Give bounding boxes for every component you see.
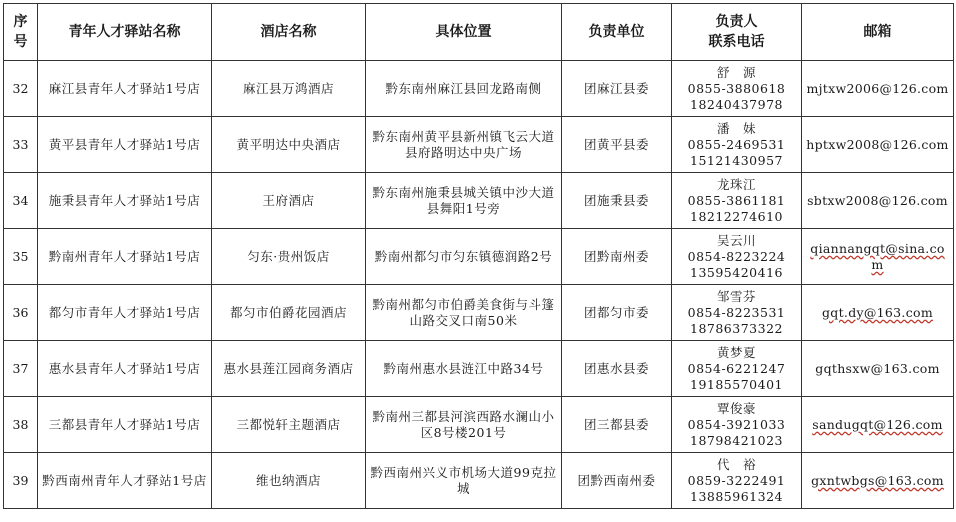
table-row bbox=[4, 453, 954, 509]
email-address[interactable]: gxntwbgs@163.com bbox=[802, 453, 954, 509]
contact-phone-mobile: 15121430957 bbox=[690, 152, 783, 168]
table-row bbox=[4, 285, 954, 341]
location: 黔东南州黄平县新州镇飞云大道县府路明达中央广场 bbox=[366, 117, 562, 173]
contact-cell bbox=[672, 229, 802, 285]
email-address[interactable]: gqt.dy@163.com bbox=[802, 285, 954, 341]
station-name: 都匀市青年人才驿站1号店 bbox=[38, 285, 212, 341]
email-address[interactable]: hptxw2008@126.com bbox=[802, 117, 954, 173]
table-row bbox=[4, 397, 954, 453]
hotel-name: 惠水县莲江园商务酒店 bbox=[212, 341, 366, 397]
table-row bbox=[4, 229, 954, 285]
contact-phone-landline: 0855-3861181 bbox=[687, 192, 786, 208]
station-name: 黄平县青年人才驿站1号店 bbox=[38, 117, 212, 173]
contact-person: 潘 妹 bbox=[716, 120, 756, 136]
location: 黔南州都匀市伯爵美食街与斗篷山路交叉口南50米 bbox=[366, 285, 562, 341]
station-name: 麻江县青年人才驿站1号店 bbox=[38, 61, 212, 117]
contact-cell bbox=[672, 453, 802, 509]
row-index: 33 bbox=[4, 117, 38, 173]
hotel-name: 匀东·贵州饭店 bbox=[212, 229, 366, 285]
header-contact-phone: 联系电话 bbox=[708, 34, 765, 50]
contact-cell bbox=[672, 285, 802, 341]
location: 黔西南州兴义市机场大道99克拉城 bbox=[366, 453, 562, 509]
contact-phone-landline: 0859-3222491 bbox=[687, 472, 786, 488]
responsible-unit: 团都匀市委 bbox=[562, 285, 672, 341]
youth-talent-station-table bbox=[3, 3, 954, 509]
hotel-name: 维也纳酒店 bbox=[212, 453, 366, 509]
row-index: 38 bbox=[4, 397, 38, 453]
email-address[interactable]: sbtxw2008@126.com bbox=[802, 173, 954, 229]
contact-cell bbox=[672, 117, 802, 173]
location: 黔南州三都县河滨西路水澜山小区8号楼201号 bbox=[366, 397, 562, 453]
header-location: 具体位置 bbox=[366, 4, 562, 61]
responsible-unit: 团黔西南州委 bbox=[562, 453, 672, 509]
responsible-unit: 团惠水县委 bbox=[562, 341, 672, 397]
station-name: 黔南州青年人才驿站1号店 bbox=[38, 229, 212, 285]
table-header-row bbox=[4, 4, 954, 61]
contact-phone-landline: 0854-6221247 bbox=[687, 360, 786, 376]
station-name: 施秉县青年人才驿站1号店 bbox=[38, 173, 212, 229]
responsible-unit: 团三都县委 bbox=[562, 397, 672, 453]
contact-phone-mobile: 18212274610 bbox=[690, 208, 783, 224]
contact-person: 邹雪芬 bbox=[716, 288, 756, 304]
contact-phone-mobile: 19185570401 bbox=[690, 376, 783, 392]
contact-phone-mobile: 18786373322 bbox=[690, 320, 783, 336]
responsible-unit: 团黄平县委 bbox=[562, 117, 672, 173]
station-name: 黔西南州青年人才驿站1号店 bbox=[38, 453, 212, 509]
contact-cell bbox=[672, 341, 802, 397]
contact-phone-mobile: 13885961324 bbox=[690, 488, 783, 504]
location: 黔南州都匀市匀东镇德润路2号 bbox=[366, 229, 562, 285]
row-index: 34 bbox=[4, 173, 38, 229]
header-contact-person: 负责人 bbox=[715, 14, 758, 30]
contact-phone-landline: 0855-2469531 bbox=[687, 136, 786, 152]
responsible-unit: 团麻江县委 bbox=[562, 61, 672, 117]
contact-phone-landline: 0855-3880618 bbox=[687, 80, 786, 96]
header-station-name: 青年人才驿站名称 bbox=[38, 4, 212, 61]
contact-person: 舒 源 bbox=[716, 64, 756, 80]
email-address[interactable]: qiannangqt@sina.com bbox=[802, 229, 954, 285]
table-row bbox=[4, 117, 954, 173]
header-responsible-unit: 负责单位 bbox=[562, 4, 672, 61]
contact-person: 黄梦夏 bbox=[716, 344, 756, 360]
station-name: 三都县青年人才驿站1号店 bbox=[38, 397, 212, 453]
contact-cell bbox=[672, 61, 802, 117]
hotel-name: 黄平明达中央酒店 bbox=[212, 117, 366, 173]
email-address[interactable]: gqthsxw@163.com bbox=[802, 341, 954, 397]
contact-phone-landline: 0854-8223224 bbox=[687, 248, 786, 264]
row-index: 37 bbox=[4, 341, 38, 397]
station-name: 惠水县青年人才驿站1号店 bbox=[38, 341, 212, 397]
contact-phone-mobile: 18240437978 bbox=[690, 96, 783, 112]
contact-phone-landline: 0854-8223531 bbox=[687, 304, 786, 320]
contact-cell bbox=[672, 173, 802, 229]
contact-person: 吴云川 bbox=[716, 232, 756, 248]
table-row bbox=[4, 341, 954, 397]
hotel-name: 三都悦轩主题酒店 bbox=[212, 397, 366, 453]
responsible-unit: 团施秉县委 bbox=[562, 173, 672, 229]
contact-person: 代 裕 bbox=[716, 456, 756, 472]
hotel-name: 王府酒店 bbox=[212, 173, 366, 229]
contact-person: 覃俊豪 bbox=[716, 400, 756, 416]
row-index: 35 bbox=[4, 229, 38, 285]
contact-person: 龙珠江 bbox=[716, 176, 756, 192]
location: 黔东南州施秉县城关镇中沙大道县舞阳1号旁 bbox=[366, 173, 562, 229]
row-index: 39 bbox=[4, 453, 38, 509]
hotel-name: 都匀市伯爵花园酒店 bbox=[212, 285, 366, 341]
table-row bbox=[4, 173, 954, 229]
location: 黔东南州麻江县回龙路南侧 bbox=[366, 61, 562, 117]
contact-cell bbox=[672, 397, 802, 453]
contact-phone-landline: 0854-3921033 bbox=[687, 416, 786, 432]
contact-phone-mobile: 13595420416 bbox=[690, 264, 783, 280]
header-email: 邮箱 bbox=[802, 4, 954, 61]
hotel-name: 麻江县万鸿酒店 bbox=[212, 61, 366, 117]
table-row bbox=[4, 61, 954, 117]
row-index: 32 bbox=[4, 61, 38, 117]
row-index: 36 bbox=[4, 285, 38, 341]
header-contact bbox=[672, 4, 802, 61]
email-address[interactable]: mjtxw2006@126.com bbox=[802, 61, 954, 117]
email-address[interactable]: sandugqt@126.com bbox=[802, 397, 954, 453]
location: 黔南州惠水县涟江中路34号 bbox=[366, 341, 562, 397]
responsible-unit: 团黔南州委 bbox=[562, 229, 672, 285]
header-hotel-name: 酒店名称 bbox=[212, 4, 366, 61]
contact-phone-mobile: 18798421023 bbox=[690, 432, 783, 448]
header-index: 序号 bbox=[4, 4, 38, 61]
